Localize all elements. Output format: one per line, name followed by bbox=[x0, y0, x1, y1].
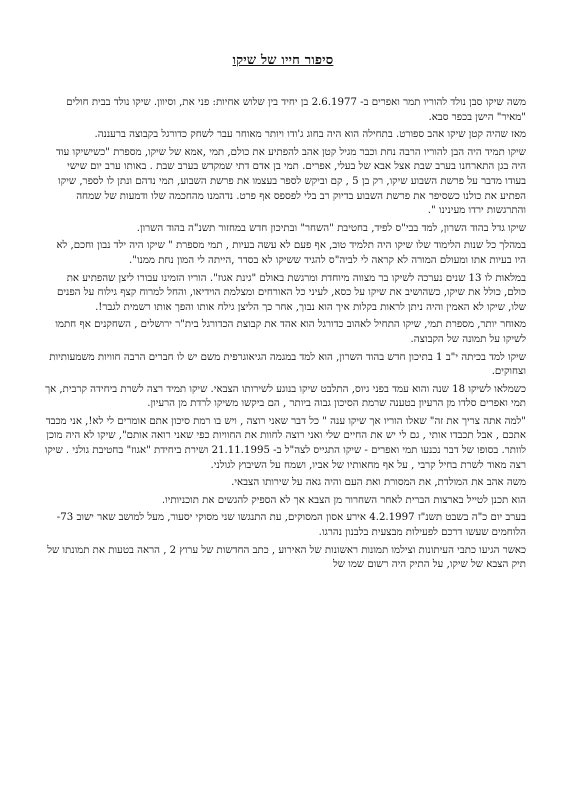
paragraph-bar-mitzvah: במלאות לו 13 שנים נערכה לשיקו בר מצווה מיוחדת ומרגשת באולם "גינת אגוז". הוריו הזמינו עבורו ליצן שהפתיע את כולם, כולל את שיקו, כשהושיב את שיקו על כסא, לעיני כל האורחים ומצלמת הוידיאו, והחל למרוח קצף גילוח על הפנים שלו, שיקו לא האמין והיה ניתן לראות בקלות איך הוא נבוך, אחר כך הליצן גילח אותו והפך אותו רשמית לגבר!. bbox=[57, 272, 526, 313]
paragraph-plans: הוא תכנן לטייל בארצות הברית לאחר השחרור מן הצבא אך לא הספיק להגשים את תוכניותיו. bbox=[161, 494, 526, 506]
page-title: סיפור חייו של שיקו bbox=[232, 53, 334, 68]
paragraph-high-school: שיקו למד בכיתה י"ב 1 בתיכון חדש בהוד השרון, הוא למד במגמה הגיאוגרפית משם יש לו חברים הרבה חוויות משמעותיות וצחוקים. bbox=[49, 351, 526, 378]
document-body bbox=[44, 96, 526, 573]
paragraph-enlistment: כשמלאו לשיקו 18 שנה והוא עמד בפני גיוס, התלבט שיקו בנוגע לשירותו הצבאי. שיקו תמיד רצה לשרת ביחידה קרבית, אך תמי ואפרים סלדו מן הרעיון בטענה שרמת הסיכון גבוה ביותר , הם ביקשו משיקו לרדת מן הרעיון. bbox=[45, 383, 526, 410]
paragraph-disaster: בערב יום כ"ה בשבט תשנ"ז 4.2.1997 אירע אסון המסוקים, עת התנגשו שני מסוקי יסעור, מעל למושב שאר ישוב 73- הלוחמים שעשו דרכם לפעילות מבצעית בלבנון נהרגו. bbox=[56, 512, 526, 539]
paragraph-sport: מאז שהיה קטן שיקו אהב ספורט. בתחילה הוא היה בחוג ג'ודו ויותר מאוחר עבר לשחק כדורגל בקבוצה ברעננה. bbox=[94, 129, 526, 141]
paragraph-news: כאשר הגיעו כתבי העיתונות וצילמו תמונות ראשונות של האירוע , כתב החדשות של ערוץ 2 , הראה בטעות את תמונתו של תיק הצבא של שיקו, על התיק היה רשום שמו של bbox=[47, 544, 526, 571]
paragraph-student: במהלך כל שנות הלימוד שלו שיקו היה תלמיד טוב, אף פעם לא עשה בעיות , תמי מספרת " שיקו היה ילד נבון וחכם, לא היו בעיות אתו ומעולם המורה לא קראה לי לביה"ס להגיד ששיקו לא בסדר ,הייתה לי המון נחת ממנו". bbox=[56, 240, 526, 266]
paragraph-birth: משה שיקו סבן נולד להוריו תמר ואפרים ב- 2.6.1977 בן יחיד בין שלוש אחיות: פני את, וסיוון. שיקו נולד בבית חולים "מאיר" הישן בכפר סבא. bbox=[66, 97, 526, 123]
paragraph-childhood: שיקו תמיד היה הבן להוריו הרבה נחת וכבר מגיל קטן אהב להפתיע את כולם, תמי ,אמא של שיקו, מספרת "כשישיקו עוד היה בגן התארחנו בערב שבת אצל אבא של בעלי, אפרים. תמי בן אדם דתי שמקדש בערב שבת . באותו ערב יום שישי בעודו מדבר על פרשת השבוע שיקו, רק בן 5 , קם וביקש לספר בעצמו את פרשת השבוע, תמי נדהם ונתן לו לספר, שיקו הפתיע את כולנו כשסיפר את פרשת השבוע בדיוק רב בלי לפספס אף פרט. נדהמנו מהחכמה שלו ודמעות של שמחה והתרגשות ירדו מעינינו ". bbox=[55, 146, 526, 217]
paragraph-golani: "למה אתה צריך את זה" שאלו הוריו אך שיקו ענה " כל דבר שאני רוצה , ויש בו רמת סיכון אתם אומרים לי לא!, אני מכבד אתכם , אבל תכבדו אותי , גם לי יש את החיים שלי ואני רוצה לחוות את החוויות כפי שאני רואה אותם", שיקו לא היה מוכן לוותר. בסופו של דבר נכנעו תמי ואפרים - שיקו התגייס לצה"ל ב- 21.11.1995 ושירת ביחידת "אגוז" בחטיבת גולני . שיקו רצה מאוד לשרת בחיל קרבי , על אף מחאותיו של אביו, ושמח על השיבוץ לגולני. bbox=[44, 415, 526, 471]
paragraph-football: מאוחר יותר, מספרת תמי, שיקו התחיל לאהוב כדורגל הוא אהד את קבוצת הכדורגל בית"ר ירושלים , השחקנים אף חתמו לשיקו על תמונה של הקבוצה. bbox=[55, 319, 526, 345]
paragraph-homeland: משה אהב את המולדת, את המסורת ואת העם והיה גאה על שירותו הצבאי. bbox=[231, 477, 526, 489]
paragraph-schools: שיקו גדל בהוד השרון, למד בבי"ס לפיד, בחטיבת "השחר" ובתיכון חדש במחזור תשנ"ה בהוד השרון. bbox=[136, 222, 526, 234]
